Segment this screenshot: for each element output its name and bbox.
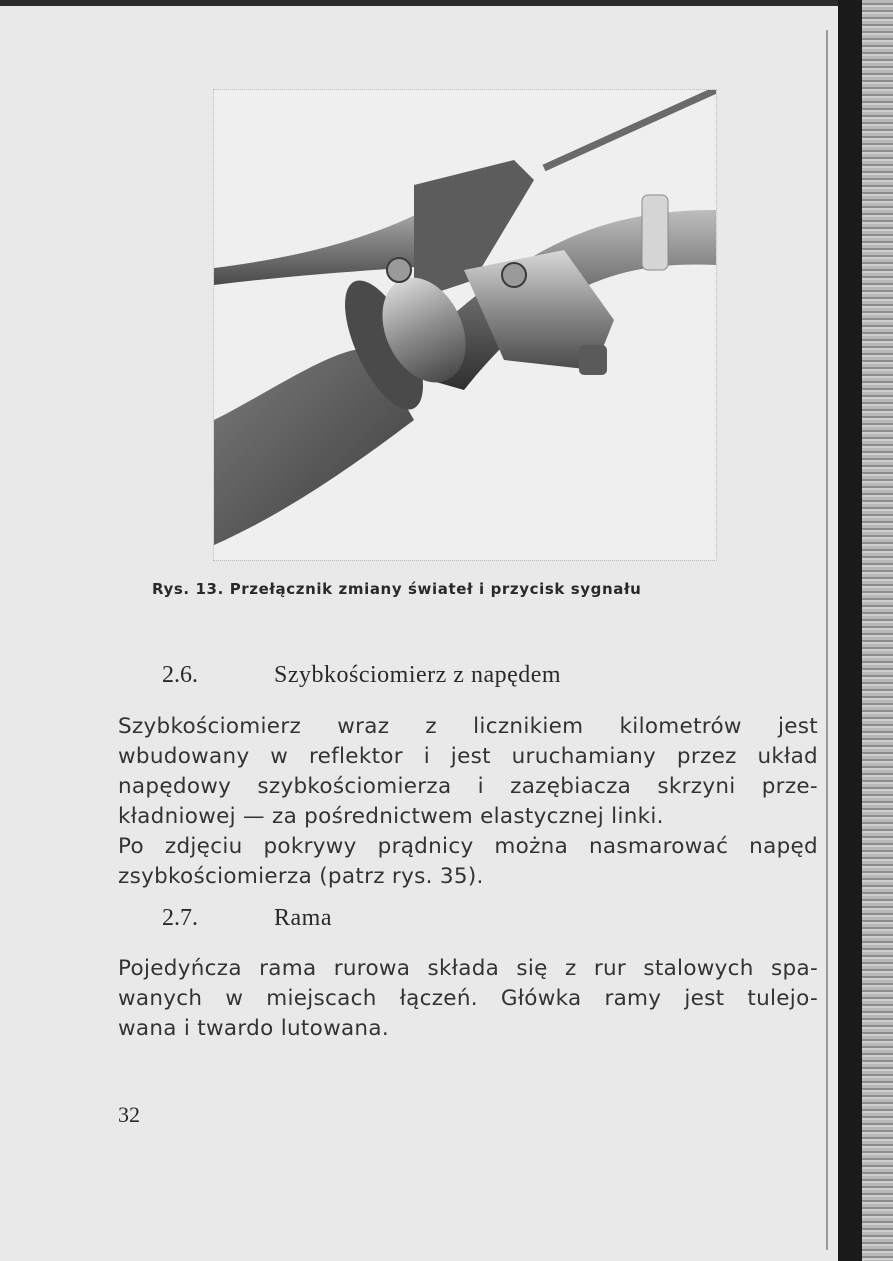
adjacent-page-edge <box>862 0 893 1261</box>
text-line: wana i twardo lutowana. <box>118 1016 389 1041</box>
text-line: wbudowany w reflektor i jest uruchamiany przez układ <box>118 744 818 769</box>
section-number: 2.7. <box>162 905 198 931</box>
text-line: Po zdjęciu pokrywy prądnicy można nasmarować napęd <box>118 834 818 859</box>
page-binding-line <box>826 30 828 1250</box>
text-line: napędowy szybkościomierza i zazębiacza skrzyni prze- <box>118 774 818 799</box>
section-title: Szybkościomierz z napędem <box>274 662 562 688</box>
page-top-edge <box>0 0 838 6</box>
section-heading-2-6 <box>162 662 561 689</box>
text-line: kładniowej — za pośrednictwem elastycznej linki. <box>118 804 664 829</box>
section-title: Rama <box>274 905 332 931</box>
section-body-2-6 <box>118 712 818 892</box>
section-body-2-7 <box>118 954 818 1044</box>
text-line: zsybkościomierza (patrz rys. 35). <box>118 864 484 889</box>
photo-illustration <box>214 90 716 560</box>
text-line: Pojedyńcza rama rurowa składa się z rur stalowych spa- <box>118 956 818 981</box>
page-number: 32 <box>118 1102 140 1127</box>
section-number: 2.6. <box>162 662 198 688</box>
figure-caption: Rys. 13. Przełącznik zmiany świateł i przycisk sygnału <box>152 580 642 598</box>
handlebar-switch-photo <box>214 90 716 560</box>
text-line: wanych w miejscach łączeń. Główka ramy jest tulejo- <box>118 986 818 1011</box>
section-heading-2-7 <box>162 905 332 932</box>
text-line: Szybkościomierz wraz z licznikiem kilometrów jest <box>118 714 818 739</box>
